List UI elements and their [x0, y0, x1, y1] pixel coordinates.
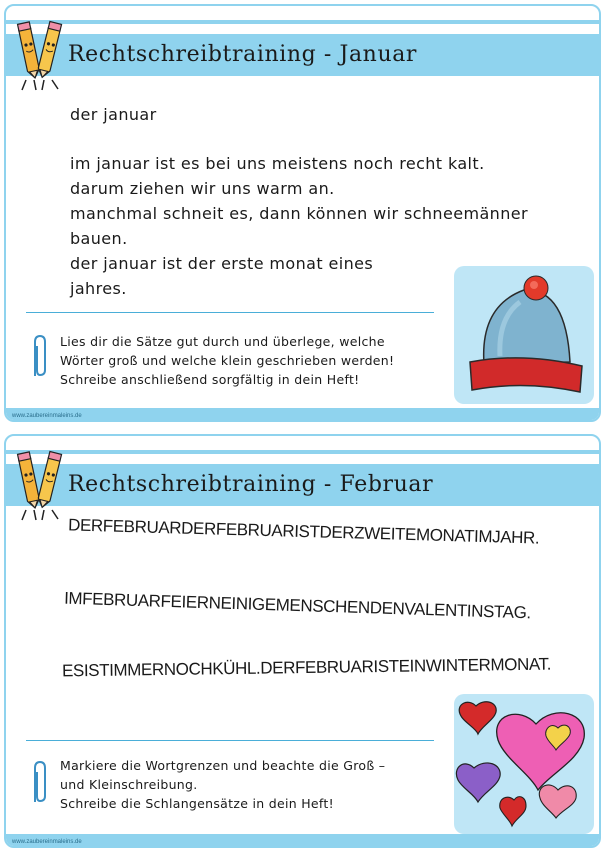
pencil-pair-icon	[14, 444, 66, 524]
worksheet-card-january	[4, 4, 601, 422]
snake-sentence: DERFEBRUARDERFEBRUARISTDERZWEITEMONATIMJAHR.	[67, 515, 540, 548]
instruction-line: Schreibe anschließend sorgfältig in dein Heft!	[60, 372, 360, 387]
divider-line	[26, 740, 434, 741]
winter-hat-picture-frame	[454, 266, 594, 404]
paperclip-icon	[28, 332, 50, 382]
text-line: jahres.	[70, 279, 127, 298]
paperclip-icon	[28, 758, 50, 808]
hearts-picture-frame	[454, 694, 594, 834]
divider-line	[26, 312, 434, 313]
instruction-line: Lies dir die Sätze gut durch und überlege, welche	[60, 334, 385, 349]
text-line: darum ziehen wir uns warm an.	[70, 179, 335, 198]
instruction-line: Schreibe die Schlangensätze in dein Heft!	[60, 796, 334, 811]
instruction-line: Wörter groß und welche klein geschrieben werden!	[60, 353, 395, 368]
snake-sentence: ESISTIMMERNOCHKÜHL.DERFEBRUARISTEINWINTERMONAT.	[61, 654, 552, 681]
text-line: manchmal schneit es, dann können wir schneemänner	[70, 204, 528, 223]
title-bar	[6, 34, 599, 76]
title-bar	[6, 464, 599, 506]
hearts-icon	[454, 694, 594, 834]
card-title: Rechtschreibtraining - Februar	[68, 472, 434, 497]
instruction-text	[60, 756, 385, 813]
text-line: der januar ist der erste monat eines	[70, 254, 374, 273]
footer-url: www.zaubereinmaleins.de	[12, 839, 82, 845]
card-title: Rechtschreibtraining - Januar	[68, 42, 418, 67]
winter-hat-icon	[454, 266, 594, 404]
footer-url: www.zaubereinmaleins.de	[12, 413, 82, 419]
pencil-pair-icon	[14, 14, 66, 94]
worksheet-card-february	[4, 434, 601, 848]
top-stripe	[6, 20, 599, 24]
footer-bar	[6, 834, 599, 846]
text-line: im januar ist es bei uns meistens noch recht kalt.	[70, 154, 485, 173]
snake-sentence: IMFEBRUARFEIERNEINIGEMENSCHENDENVALENTINSTAG.	[63, 588, 532, 623]
instruction-line: und Kleinschreibung.	[60, 777, 198, 792]
text-line: bauen.	[70, 229, 128, 248]
instruction-text	[60, 332, 394, 389]
footer-bar	[6, 408, 599, 420]
top-stripe	[6, 450, 599, 454]
instruction-line: Markiere die Wortgrenzen und beachte die Groß –	[60, 758, 386, 773]
text-line: der januar	[70, 105, 157, 124]
